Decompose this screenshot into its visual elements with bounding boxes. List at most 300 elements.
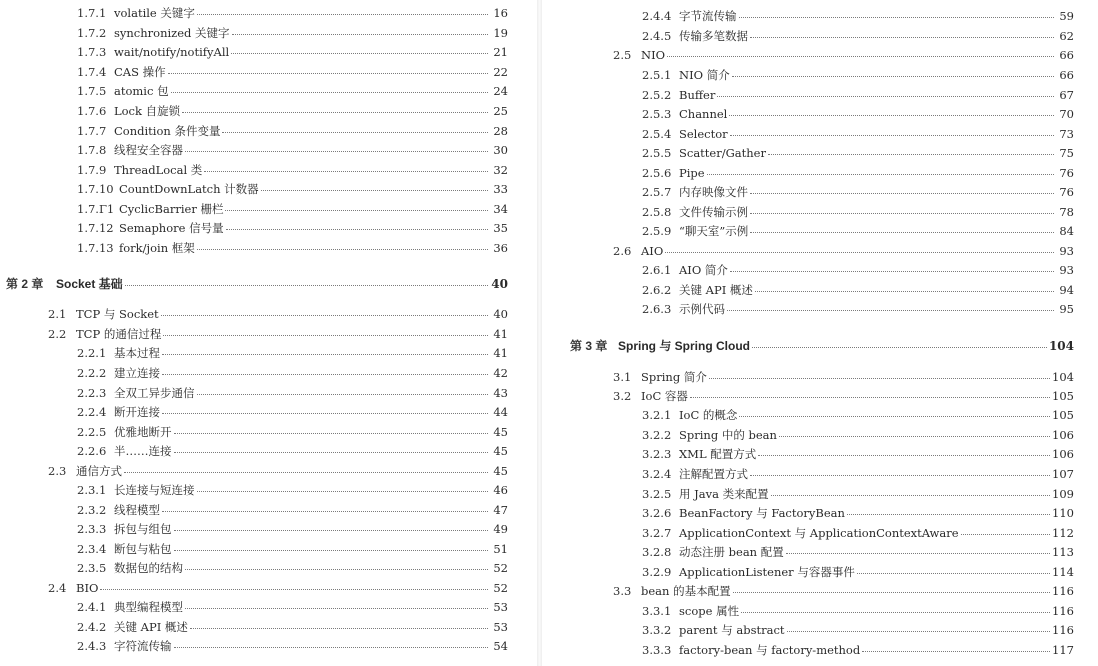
entry-number: 3.3.3 bbox=[642, 643, 672, 657]
entry-number: 2.4.2 bbox=[77, 620, 107, 634]
entry-page-number: 105 bbox=[1052, 389, 1074, 403]
dot-leader bbox=[862, 642, 1050, 652]
entry-title: 优雅地断开 bbox=[114, 425, 172, 439]
entry-number: 2.2 bbox=[48, 327, 67, 341]
entry-title: 断包与粘包 bbox=[114, 542, 172, 556]
dot-leader bbox=[787, 622, 1051, 632]
dot-leader bbox=[226, 220, 488, 230]
dot-leader bbox=[709, 369, 1050, 379]
dot-leader bbox=[231, 44, 488, 54]
entry-page-number: 116 bbox=[1052, 623, 1074, 637]
subsection-entry bbox=[642, 544, 1074, 560]
entry-number: 2.2.5 bbox=[77, 425, 107, 439]
dot-leader bbox=[707, 165, 1054, 175]
entry-number: 第 3 章 bbox=[570, 339, 608, 353]
entry-number: 1.7.Γ1 bbox=[77, 202, 115, 216]
entry-number: 2.3.3 bbox=[77, 522, 107, 536]
entry-number: 1.7.8 bbox=[77, 143, 107, 157]
dot-leader bbox=[690, 388, 1050, 398]
dot-leader bbox=[185, 142, 488, 152]
dot-leader bbox=[190, 619, 488, 629]
entry-title: NIO 简介 bbox=[679, 68, 730, 82]
subsection-entry bbox=[642, 603, 1074, 619]
entry-title: 关键 API 概述 bbox=[679, 283, 753, 297]
entry-title: Spring 与 Spring Cloud bbox=[618, 339, 750, 353]
dot-leader bbox=[100, 580, 488, 590]
entry-page-number: 41 bbox=[493, 346, 508, 360]
dot-leader bbox=[162, 502, 488, 512]
subsection-entry bbox=[642, 184, 1074, 200]
entry-page-number: 21 bbox=[493, 45, 508, 59]
entry-number: 2.6.3 bbox=[642, 302, 672, 316]
entry-number: 2.5.7 bbox=[642, 185, 672, 199]
dot-leader bbox=[125, 276, 488, 286]
section-entry bbox=[613, 583, 1074, 599]
entry-title: 半……连接 bbox=[114, 444, 172, 458]
subsection-entry bbox=[77, 482, 508, 498]
entry-number: 2.4.3 bbox=[77, 639, 107, 653]
dot-leader bbox=[847, 505, 1050, 515]
entry-title: CyclicBarrier 栅栏 bbox=[119, 202, 224, 216]
dot-leader bbox=[204, 162, 488, 172]
subsection-entry bbox=[77, 502, 508, 518]
subsection-entry bbox=[77, 560, 508, 576]
entry-page-number: 93 bbox=[1059, 263, 1074, 277]
entry-title: 内存映像文件 bbox=[679, 185, 748, 199]
entry-number: 2.4.4 bbox=[642, 9, 672, 23]
entry-title: 数据包的结构 bbox=[114, 561, 183, 575]
dot-leader bbox=[771, 486, 1050, 496]
entry-title: Selector bbox=[679, 127, 728, 141]
entry-number: 1.7.3 bbox=[77, 45, 107, 59]
entry-page-number: 107 bbox=[1052, 467, 1074, 481]
section-entry bbox=[48, 580, 508, 596]
entry-page-number: 93 bbox=[1059, 244, 1074, 258]
subsection-entry bbox=[642, 622, 1074, 638]
entry-number: 1.7.10 bbox=[77, 182, 114, 196]
entry-page-number: 104 bbox=[1048, 339, 1074, 353]
subsection-entry bbox=[642, 427, 1074, 443]
subsection-entry bbox=[642, 642, 1074, 658]
entry-page-number: 45 bbox=[493, 425, 508, 439]
dot-leader bbox=[750, 184, 1054, 194]
dot-leader bbox=[665, 243, 1054, 253]
subsection-entry bbox=[77, 123, 508, 139]
entry-page-number: 112 bbox=[1052, 526, 1074, 540]
entry-page-number: 40 bbox=[493, 307, 508, 321]
chapter-entry bbox=[6, 276, 508, 292]
subsection-entry bbox=[77, 25, 508, 41]
subsection-entry bbox=[642, 301, 1074, 317]
entry-page-number: 76 bbox=[1059, 185, 1074, 199]
dot-leader bbox=[786, 544, 1050, 554]
entry-page-number: 45 bbox=[493, 464, 508, 478]
section-entry bbox=[48, 463, 508, 479]
entry-page-number: 41 bbox=[493, 327, 508, 341]
dot-leader bbox=[225, 201, 488, 211]
dot-leader bbox=[261, 181, 488, 191]
entry-number: 2.5.3 bbox=[642, 107, 672, 121]
entry-page-number: 78 bbox=[1059, 205, 1074, 219]
entry-page-number: 59 bbox=[1059, 9, 1074, 23]
entry-page-number: 40 bbox=[491, 277, 508, 291]
subsection-entry bbox=[642, 165, 1074, 181]
entry-page-number: 34 bbox=[493, 202, 508, 216]
dot-leader bbox=[232, 25, 488, 35]
entry-number: 3.2 bbox=[613, 389, 632, 403]
subsection-entry bbox=[77, 521, 508, 537]
entry-number: 第 2 章 bbox=[6, 277, 44, 291]
entry-number: 1.7.5 bbox=[77, 84, 107, 98]
entry-page-number: 116 bbox=[1052, 604, 1074, 618]
entry-page-number: 46 bbox=[493, 483, 508, 497]
dot-leader bbox=[727, 301, 1054, 311]
dot-leader bbox=[667, 47, 1054, 57]
subsection-entry bbox=[77, 64, 508, 80]
entry-title: ThreadLocal 类 bbox=[114, 163, 203, 177]
subsection-entry bbox=[77, 181, 508, 197]
entry-title: CAS 操作 bbox=[114, 65, 166, 79]
entry-number: 2.2.3 bbox=[77, 386, 107, 400]
entry-page-number: 84 bbox=[1059, 224, 1074, 238]
entry-number: 2.4.1 bbox=[77, 600, 107, 614]
dot-leader bbox=[857, 564, 1050, 574]
dot-leader bbox=[730, 262, 1054, 272]
subsection-entry bbox=[77, 44, 508, 60]
entry-number: 2.5.2 bbox=[642, 88, 672, 102]
dot-leader bbox=[197, 482, 489, 492]
entry-title: 长连接与短连接 bbox=[114, 483, 195, 497]
entry-number: 1.7.13 bbox=[77, 241, 114, 255]
subsection-entry bbox=[642, 204, 1074, 220]
entry-page-number: 33 bbox=[493, 182, 508, 196]
chapter-entry bbox=[570, 338, 1074, 354]
entry-number: 2.3.1 bbox=[77, 483, 107, 497]
subsection-entry bbox=[77, 220, 508, 236]
entry-title: Socket 基础 bbox=[56, 277, 123, 291]
entry-page-number: 42 bbox=[493, 366, 508, 380]
entry-number: 2.3.4 bbox=[77, 542, 107, 556]
section-entry bbox=[613, 369, 1074, 385]
subsection-entry bbox=[642, 145, 1074, 161]
entry-page-number: 53 bbox=[493, 620, 508, 634]
entry-page-number: 24 bbox=[493, 84, 508, 98]
entry-title: bean 的基本配置 bbox=[641, 584, 731, 598]
subsection-entry bbox=[642, 525, 1074, 541]
entry-title: TCP 与 Socket bbox=[76, 307, 159, 321]
entry-page-number: 67 bbox=[1059, 88, 1074, 102]
entry-title: IoC 容器 bbox=[641, 389, 688, 403]
entry-number: 1.7.7 bbox=[77, 124, 107, 138]
subsection-entry bbox=[642, 223, 1074, 239]
entry-page-number: 43 bbox=[493, 386, 508, 400]
entry-title: AIO bbox=[641, 244, 664, 258]
entry-title: NIO bbox=[641, 48, 666, 62]
entry-title: 基本过程 bbox=[114, 346, 160, 360]
entry-page-number: 19 bbox=[493, 26, 508, 40]
entry-page-number: 105 bbox=[1052, 408, 1074, 422]
entry-page-number: 76 bbox=[1059, 166, 1074, 180]
entry-title: scope 属性 bbox=[679, 604, 740, 618]
entry-title: 拆包与组包 bbox=[114, 522, 172, 536]
dot-leader bbox=[758, 446, 1050, 456]
entry-number: 1.7.4 bbox=[77, 65, 107, 79]
dot-leader bbox=[717, 87, 1054, 97]
entry-page-number: 73 bbox=[1059, 127, 1074, 141]
entry-title: 动态注册 bean 配置 bbox=[679, 545, 784, 559]
entry-number: 3.2.9 bbox=[642, 565, 672, 579]
entry-number: 3.2.3 bbox=[642, 447, 672, 461]
entry-number: 2.5.8 bbox=[642, 205, 672, 219]
entry-title: Lock 自旋锁 bbox=[114, 104, 181, 118]
section-entry bbox=[613, 243, 1074, 259]
entry-title: factory-bean 与 factory-method bbox=[679, 643, 861, 657]
subsection-entry bbox=[642, 486, 1074, 502]
entry-title: Spring 简介 bbox=[641, 370, 707, 384]
entry-page-number: 117 bbox=[1052, 643, 1074, 657]
entry-page-number: 70 bbox=[1059, 107, 1074, 121]
entry-number: 1.7.1 bbox=[77, 6, 107, 20]
subsection-entry bbox=[77, 5, 508, 21]
dot-leader bbox=[163, 326, 488, 336]
subsection-entry bbox=[642, 446, 1074, 462]
subsection-entry bbox=[77, 541, 508, 557]
entry-number: 3.2.1 bbox=[642, 408, 672, 422]
entry-page-number: 36 bbox=[493, 241, 508, 255]
entry-title: CountDownLatch 计数器 bbox=[119, 182, 259, 196]
entry-page-number: 75 bbox=[1059, 146, 1074, 160]
section-entry bbox=[613, 47, 1074, 63]
entry-page-number: 25 bbox=[493, 104, 508, 118]
entry-title: 用 Java 类来配置 bbox=[679, 487, 769, 501]
entry-title: 关键 API 概述 bbox=[114, 620, 188, 634]
subsection-entry bbox=[77, 142, 508, 158]
dot-leader bbox=[162, 365, 488, 375]
dot-leader bbox=[174, 443, 489, 453]
entry-number: 3.3 bbox=[613, 584, 632, 598]
dot-leader bbox=[779, 427, 1050, 437]
entry-title: 字符流传输 bbox=[114, 639, 172, 653]
dot-leader bbox=[171, 83, 488, 93]
dot-leader bbox=[197, 240, 488, 250]
entry-title: Pipe bbox=[679, 166, 705, 180]
entry-page-number: 16 bbox=[493, 6, 508, 20]
dot-leader bbox=[755, 282, 1054, 292]
entry-number: 2.2.4 bbox=[77, 405, 107, 419]
entry-page-number: 47 bbox=[493, 503, 508, 517]
entry-page-number: 95 bbox=[1059, 302, 1074, 316]
dot-leader bbox=[732, 67, 1054, 77]
entry-title: BeanFactory 与 FactoryBean bbox=[679, 506, 845, 520]
dot-leader bbox=[222, 123, 488, 133]
subsection-entry bbox=[77, 599, 508, 615]
toc-page-right bbox=[543, 0, 1098, 666]
entry-number: 2.5.4 bbox=[642, 127, 672, 141]
entry-number: 1.7.9 bbox=[77, 163, 107, 177]
entry-number: 3.3.1 bbox=[642, 604, 672, 618]
entry-page-number: 106 bbox=[1052, 447, 1074, 461]
entry-number: 2.6.2 bbox=[642, 283, 672, 297]
dot-leader bbox=[752, 338, 1047, 348]
entry-title: wait/notify/notifyAll bbox=[114, 45, 230, 59]
entry-title: 传输多笔数据 bbox=[679, 29, 748, 43]
entry-title: synchronized 关键字 bbox=[114, 26, 230, 40]
dot-leader bbox=[185, 599, 488, 609]
dot-leader bbox=[174, 541, 489, 551]
entry-number: 3.2.4 bbox=[642, 467, 672, 481]
entry-page-number: 45 bbox=[493, 444, 508, 458]
entry-number: 2.2.2 bbox=[77, 366, 107, 380]
section-entry bbox=[613, 388, 1074, 404]
entry-page-number: 109 bbox=[1052, 487, 1074, 501]
subsection-entry bbox=[77, 83, 508, 99]
entry-title: Buffer bbox=[679, 88, 716, 102]
dot-leader bbox=[750, 204, 1054, 214]
entry-title: XML 配置方式 bbox=[679, 447, 757, 461]
entry-number: 2.2.1 bbox=[77, 346, 107, 360]
entry-page-number: 62 bbox=[1059, 29, 1074, 43]
subsection-entry bbox=[642, 407, 1074, 423]
subsection-entry bbox=[77, 385, 508, 401]
entry-title: Scatter/Gather bbox=[679, 146, 766, 160]
dot-leader bbox=[182, 103, 488, 113]
toc-page-left bbox=[0, 0, 536, 666]
entry-number: 3.1 bbox=[613, 370, 632, 384]
subsection-entry bbox=[642, 126, 1074, 142]
entry-page-number: 22 bbox=[493, 65, 508, 79]
subsection-entry bbox=[77, 424, 508, 440]
dot-leader bbox=[197, 5, 488, 15]
entry-title: fork/join 框架 bbox=[119, 241, 195, 255]
entry-title: Spring 中的 bean bbox=[679, 428, 777, 442]
entry-number: 3.2.6 bbox=[642, 506, 672, 520]
dot-leader bbox=[185, 560, 488, 570]
entry-number: 2.5 bbox=[613, 48, 632, 62]
entry-number: 2.4.5 bbox=[642, 29, 672, 43]
subsection-entry bbox=[77, 201, 508, 217]
entry-page-number: 28 bbox=[493, 124, 508, 138]
entry-title: parent 与 abstract bbox=[679, 623, 785, 637]
entry-title: BIO bbox=[76, 581, 99, 595]
entry-title: ApplicationContext 与 ApplicationContextAware bbox=[679, 526, 959, 540]
entry-page-number: 113 bbox=[1052, 545, 1074, 559]
dot-leader bbox=[961, 525, 1050, 535]
dot-leader bbox=[768, 145, 1054, 155]
dot-leader bbox=[730, 126, 1054, 136]
entry-page-number: 53 bbox=[493, 600, 508, 614]
dot-leader bbox=[750, 223, 1054, 233]
entry-title: 注解配置方式 bbox=[679, 467, 748, 481]
dot-leader bbox=[741, 603, 1050, 613]
entry-title: IoC 的概念 bbox=[679, 408, 738, 422]
subsection-entry bbox=[77, 365, 508, 381]
entry-title: atomic 包 bbox=[114, 84, 169, 98]
entry-title: 示例代码 bbox=[679, 302, 725, 316]
entry-page-number: 66 bbox=[1059, 68, 1074, 82]
entry-number: 2.5.1 bbox=[642, 68, 672, 82]
entry-title: 字节流传输 bbox=[679, 9, 737, 23]
entry-number: 2.2.6 bbox=[77, 444, 107, 458]
book-fold bbox=[537, 0, 542, 666]
entry-title: 断开连接 bbox=[114, 405, 160, 419]
subsection-entry bbox=[642, 282, 1074, 298]
entry-title: 通信方式 bbox=[76, 464, 122, 478]
entry-title: 全双工异步通信 bbox=[114, 386, 195, 400]
subsection-entry bbox=[77, 443, 508, 459]
entry-title: volatile 关键字 bbox=[114, 6, 195, 20]
subsection-entry bbox=[77, 162, 508, 178]
dot-leader bbox=[174, 638, 489, 648]
subsection-entry bbox=[642, 8, 1074, 24]
entry-title: 典型编程模型 bbox=[114, 600, 183, 614]
entry-title: 建立连接 bbox=[114, 366, 160, 380]
entry-number: 1.7.2 bbox=[77, 26, 107, 40]
section-entry bbox=[48, 326, 508, 342]
entry-number: 2.4 bbox=[48, 581, 67, 595]
entry-number: 2.5.6 bbox=[642, 166, 672, 180]
entry-title: Condition 条件变量 bbox=[114, 124, 221, 138]
subsection-entry bbox=[77, 404, 508, 420]
subsection-entry bbox=[642, 564, 1074, 580]
entry-title: 文件传输示例 bbox=[679, 205, 748, 219]
entry-page-number: 51 bbox=[493, 542, 508, 556]
entry-page-number: 44 bbox=[493, 405, 508, 419]
dot-leader bbox=[168, 64, 488, 74]
entry-number: 1.7.12 bbox=[77, 221, 114, 235]
dot-leader bbox=[750, 466, 1050, 476]
entry-number: 2.3.5 bbox=[77, 561, 107, 575]
subsection-entry bbox=[77, 345, 508, 361]
dot-leader bbox=[162, 404, 488, 414]
entry-page-number: 110 bbox=[1052, 506, 1074, 520]
entry-page-number: 66 bbox=[1059, 48, 1074, 62]
entry-page-number: 32 bbox=[493, 163, 508, 177]
entry-page-number: 104 bbox=[1052, 370, 1074, 384]
entry-number: 3.3.2 bbox=[642, 623, 672, 637]
entry-number: 2.3 bbox=[48, 464, 67, 478]
entry-number: 3.2.7 bbox=[642, 526, 672, 540]
entry-page-number: 52 bbox=[493, 581, 508, 595]
dot-leader bbox=[162, 345, 488, 355]
entry-number: 3.2.5 bbox=[642, 487, 672, 501]
entry-page-number: 35 bbox=[493, 221, 508, 235]
subsection-entry bbox=[77, 103, 508, 119]
entry-page-number: 30 bbox=[493, 143, 508, 157]
entry-title: TCP 的通信过程 bbox=[76, 327, 162, 341]
dot-leader bbox=[733, 583, 1050, 593]
subsection-entry bbox=[77, 619, 508, 635]
entry-page-number: 52 bbox=[493, 561, 508, 575]
entry-number: 2.6.1 bbox=[642, 263, 672, 277]
dot-leader bbox=[174, 521, 489, 531]
entry-number: 2.5.5 bbox=[642, 146, 672, 160]
entry-title: 线程安全容器 bbox=[114, 143, 183, 157]
dot-leader bbox=[739, 8, 1055, 18]
dot-leader bbox=[729, 106, 1054, 116]
entry-page-number: 94 bbox=[1059, 283, 1074, 297]
dot-leader bbox=[161, 306, 488, 316]
dot-leader bbox=[174, 424, 489, 434]
subsection-entry bbox=[642, 28, 1074, 44]
entry-number: 3.2.2 bbox=[642, 428, 672, 442]
dot-leader bbox=[197, 385, 489, 395]
subsection-entry bbox=[642, 466, 1074, 482]
subsection-entry bbox=[642, 106, 1074, 122]
entry-title: ApplicationListener 与容器事件 bbox=[679, 565, 855, 579]
subsection-entry bbox=[642, 67, 1074, 83]
dot-leader bbox=[124, 463, 488, 473]
entry-title: Semaphore 信号量 bbox=[119, 221, 224, 235]
